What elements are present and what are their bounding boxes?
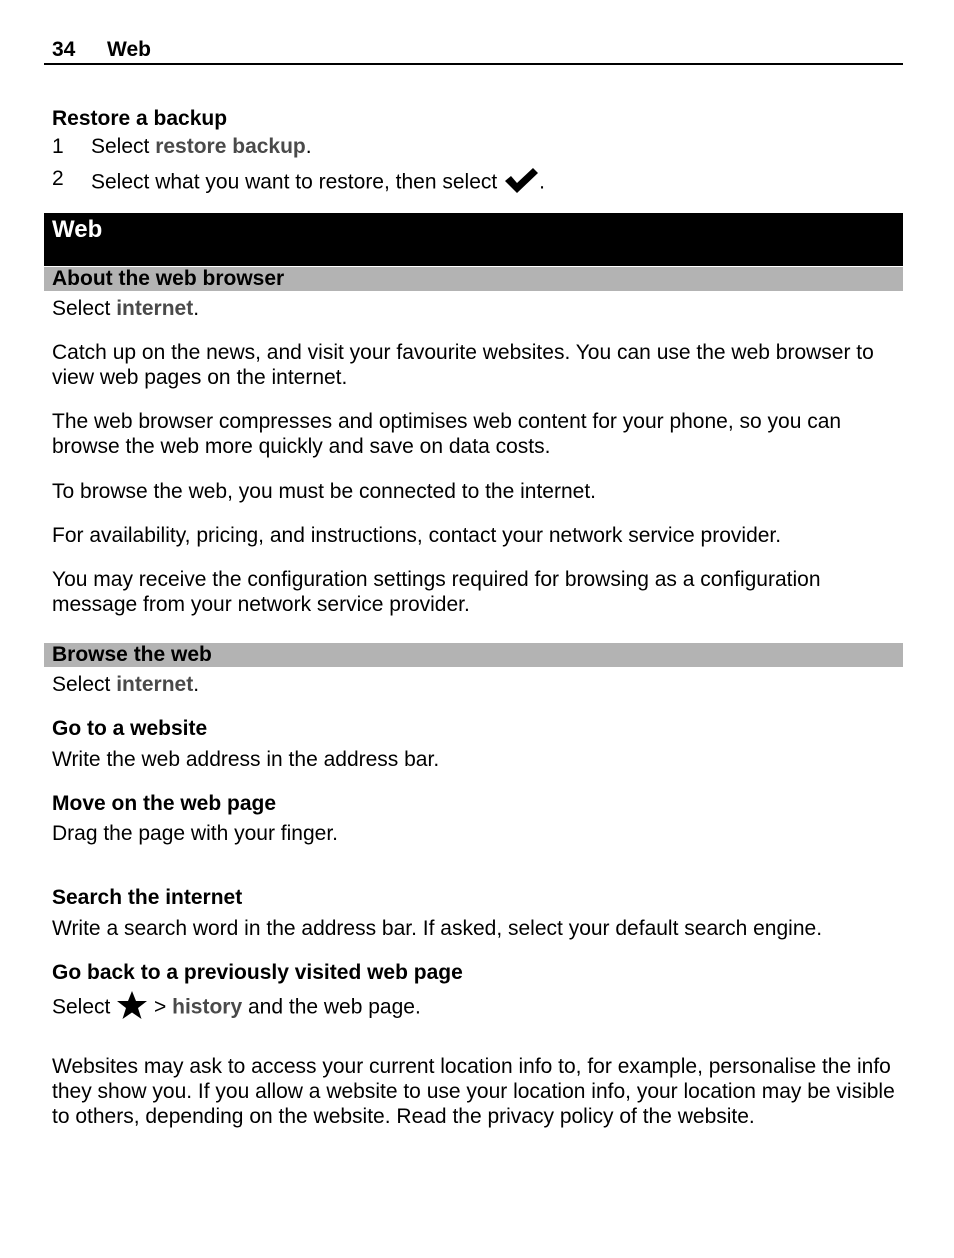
- chapter-title-bar: [44, 213, 903, 266]
- paragraph: You may receive the configuration settings required for browsing as a configuration message from your network service provider.: [52, 568, 821, 616]
- step-number: 1: [52, 135, 64, 158]
- paragraph: Write the web address in the address bar.: [52, 748, 440, 771]
- paragraph: The web browser compresses and optimises web content for your phone, so you can browse the web more quickly and save on data costs.: [52, 410, 842, 458]
- step-text: Select restore backup.: [91, 135, 312, 158]
- about-select-instruction: Select internet.: [52, 297, 200, 320]
- paragraph: Drag the page with your finger.: [52, 822, 339, 845]
- paragraph: Websites may ask to access your current location info to, for example, personalise the info they show you. If you allow a website to use your location info, your location may be visible to others, depending on the website. Read the privacy policy of the website.: [52, 1055, 895, 1128]
- restore-step-1: [52, 134, 900, 159]
- subheading-go-back: Go back to a previously visited web page: [52, 961, 463, 984]
- star-icon: [116, 990, 148, 1026]
- paragraph: For availability, pricing, and instructions, contact your network service provider.: [52, 524, 782, 547]
- step-number: 2: [52, 167, 64, 190]
- browse-select-instruction: Select internet.: [52, 673, 200, 696]
- restore-backup-heading: Restore a backup: [52, 107, 228, 130]
- subheading-go-to-website: Go to a website: [52, 717, 208, 740]
- subheading-search-internet: Search the internet: [52, 886, 243, 909]
- checkmark-icon: [503, 166, 539, 200]
- go-back-instruction: Select > history and the web page.: [52, 990, 900, 1020]
- section-title: Browse the web: [52, 643, 212, 666]
- subheading-move-on-page: Move on the web page: [52, 792, 277, 815]
- step-text: Select what you want to restore, then select .: [91, 166, 545, 200]
- paragraph: Write a search word in the address bar. If asked, select your default search engine.: [52, 917, 823, 940]
- internet-option: internet: [116, 297, 194, 320]
- chapter-title: Web: [52, 216, 103, 243]
- running-section-title: Web: [107, 38, 151, 61]
- page-number: 34: [52, 38, 76, 61]
- section-title: About the web browser: [52, 267, 285, 290]
- section-bar-about: [44, 267, 903, 291]
- history-option: history: [172, 995, 243, 1019]
- paragraph: Catch up on the news, and visit your favourite websites. You can use the web browser to view web pages on the internet.: [52, 341, 874, 389]
- section-bar-browse: [44, 643, 903, 667]
- restore-backup-option: restore backup: [155, 135, 306, 158]
- restore-step-2: [52, 166, 900, 194]
- paragraph: To browse the web, you must be connected to the internet.: [52, 480, 596, 503]
- internet-option: internet: [116, 673, 194, 696]
- page-header: [44, 37, 903, 65]
